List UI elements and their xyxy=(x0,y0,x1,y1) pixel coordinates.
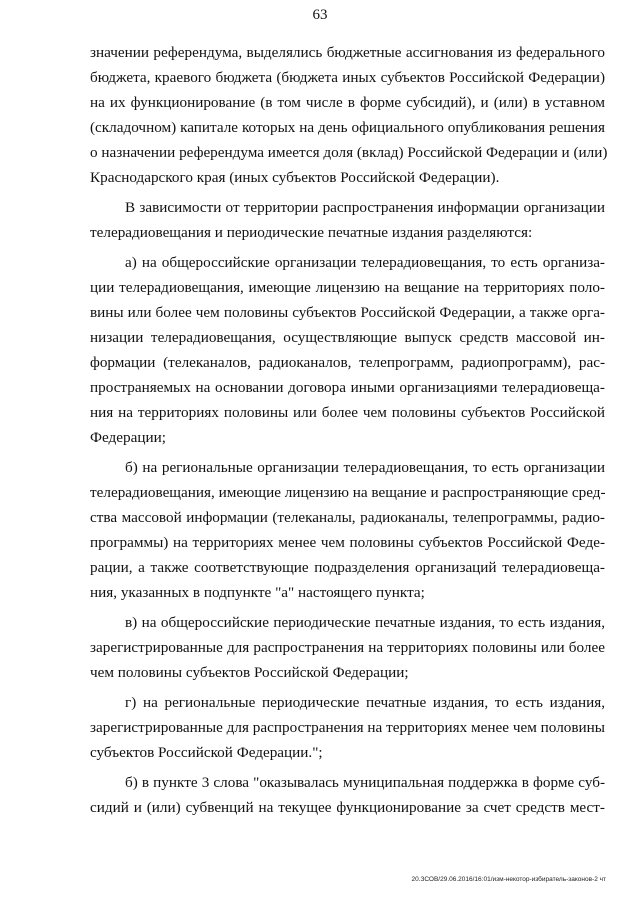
text-line: телерадиовещания, имеющие лицензию на вещание и распространяющие сред- xyxy=(90,484,606,501)
text-line: зарегистрированные для распространения на территориях половины или более xyxy=(90,639,605,656)
text-line: г) на региональные периодические печатные издания, то есть издания, xyxy=(125,694,605,711)
paragraph xyxy=(90,610,605,685)
text-line: В зависимости от территории распространения информации организации xyxy=(125,199,605,216)
text-line: ства массовой информации (телеканалы, радиоканалы, телепрограммы, радио- xyxy=(90,509,605,526)
text-line: субъектов Российской Федерации."; xyxy=(90,744,323,761)
paragraph xyxy=(90,455,605,605)
text-line: зарегистрированные для распространения на территориях менее чем половины xyxy=(90,719,605,736)
text-line: о назначении референдума имеется доля (вклад) Российской Федерации и (или) xyxy=(90,144,608,161)
text-line: ния, указанных в подпункте "а" настоящего пункта; xyxy=(90,584,425,601)
text-line: пространяемых на основании договора иными организациями телерадиовеща- xyxy=(90,379,605,396)
text-line: вины или более чем половины субъектов Российской Федерации, а также орга- xyxy=(90,304,605,321)
paragraph xyxy=(90,40,608,190)
text-line: (складочном) капитале которых на день официального опубликования решения xyxy=(90,119,605,136)
paragraph xyxy=(90,690,605,765)
paragraph xyxy=(90,195,605,245)
text-line: формации (телеканалов, радиоканалов, телепрограмм, радиопрограмм), рас- xyxy=(90,354,605,371)
text-line: а) на общероссийские организации телерадиовещания, то есть организа- xyxy=(125,254,605,271)
text-line: в) на общероссийские периодические печатные издания, то есть издания, xyxy=(125,614,605,631)
paragraph xyxy=(90,250,605,450)
text-line: чем половины субъектов Российской Федерации; xyxy=(90,664,409,681)
document-body xyxy=(90,40,608,820)
text-line: ции телерадиовещания, имеющие лицензию на вещание на территориях поло- xyxy=(90,279,605,296)
text-line: на их функционирование (в том числе в форме субсидий), и (или) в уставном xyxy=(90,94,605,111)
text-line: рации, а также соответствующие подразделения организаций телерадиовеща- xyxy=(90,559,605,576)
text-line: низации телерадиовещания, осуществляющие выпуск средств массовой ин- xyxy=(90,329,605,346)
page-number: 63 xyxy=(312,7,328,23)
paragraph xyxy=(90,770,605,820)
text-line: ния на территориях половины или более чем половины субъектов Российской xyxy=(90,404,605,421)
text-line: Федерации; xyxy=(90,429,166,446)
text-line: бюджета, краевого бюджета (бюджета иных субъектов Российской Федерации) xyxy=(90,69,605,86)
text-line: сидий и (или) субвенций на текущее функционирование за счет средств мест- xyxy=(90,799,605,816)
text-line: б) на региональные организации телерадиовещания, то есть организации xyxy=(125,459,605,476)
text-line: Краснодарского края (иных субъектов Российской Федерации). xyxy=(90,169,500,186)
text-line: значении референдума, выделялись бюджетные ассигнования из федерального xyxy=(90,44,605,61)
document-footer-code: 20.ЗСОВ/29.06.2016/16:01/изм-некотор-избиратель-законов-2 чт xyxy=(411,876,606,883)
text-line: телерадиовещания и периодические печатные издания разделяются: xyxy=(90,224,533,241)
text-line: программы) на территориях менее чем половины субъектов Российской Феде- xyxy=(90,534,605,551)
text-line: б) в пункте 3 слова "оказывалась муниципальная поддержка в форме суб- xyxy=(125,774,605,791)
